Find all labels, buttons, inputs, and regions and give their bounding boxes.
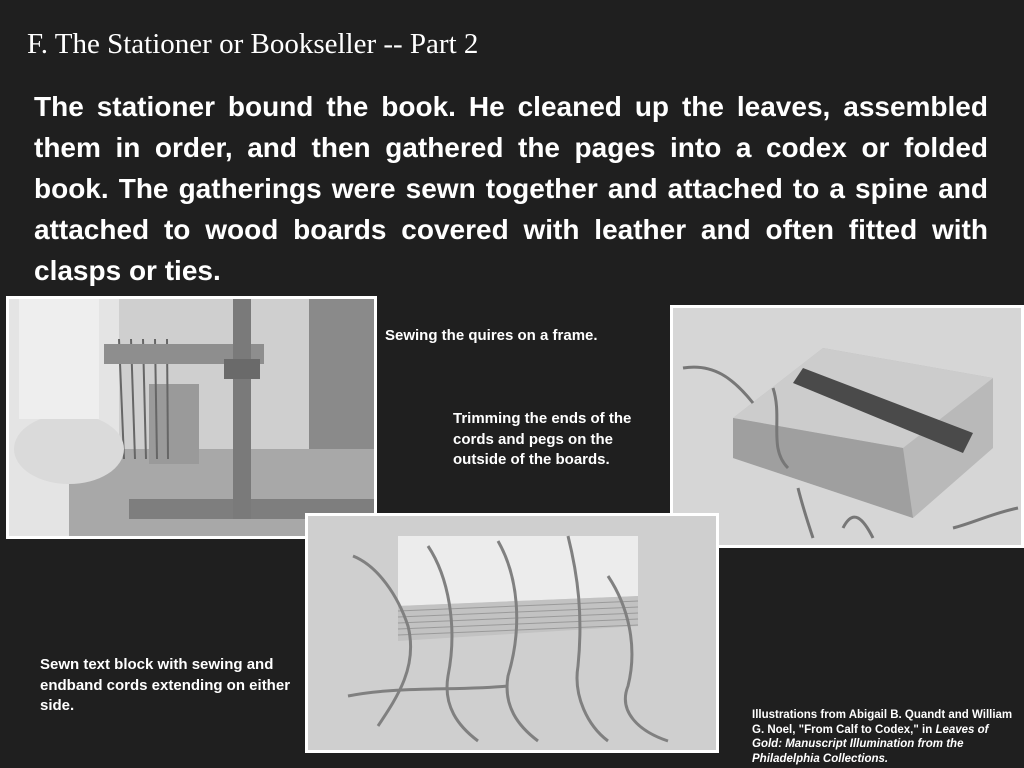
body-paragraph: The stationer bound the book. He cleaned up the leaves, assembled them in order, and then gathered the pages into a codex or folded book. The gatherings were sewn together and attached to a spine and attached to wood boards covered with leather and often fitted with clasps or ties. — [34, 91, 988, 286]
slide-title: F. The Stationer or Bookseller -- Part 2 — [27, 28, 479, 60]
text-block-photo — [305, 513, 719, 753]
trimmed-book-photo — [670, 305, 1024, 548]
credit-source: Illustrations from Abigail B. Quandt and William G. Noel, "From Calf to Codex," in — [752, 709, 1013, 736]
caption-text-block: Sewn text block with sewing and endband cords extending on either side. — [40, 656, 291, 714]
illustration-credit — [752, 708, 1020, 766]
sewing-frame-photo — [6, 296, 377, 539]
caption-trimming: Trimming the ends of the cords and pegs on the outside of the boards. — [453, 410, 632, 468]
caption-sewing-frame: Sewing the quires on a frame. — [385, 327, 598, 344]
credit-title: Leaves of Gold: Manuscript Illumination from the Philadelphia Collections. — [752, 723, 989, 765]
